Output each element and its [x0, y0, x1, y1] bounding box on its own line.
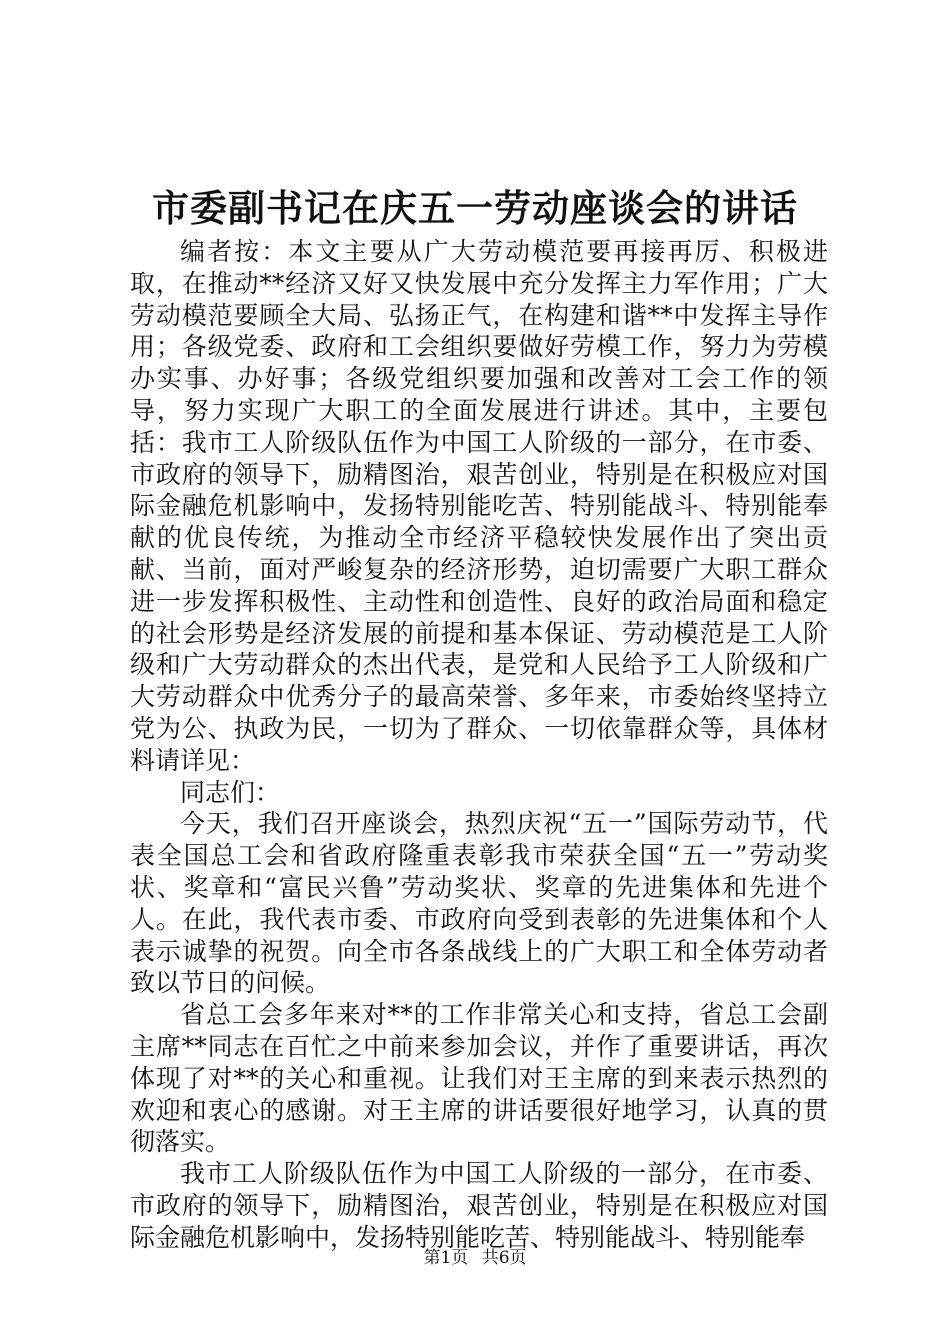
document-body [130, 236, 828, 1254]
body-paragraph: 我市工人阶级队伍作为中国工人阶级的一部分，在市委、市政府的领导下，励精图治，艰苦创业，特别是在积极应对国际金融危机影响中，发扬特别能吃苦、特别能战斗、特别能奉 [130, 1159, 828, 1252]
page-total: 共6页 [481, 1248, 527, 1268]
editor-note-paragraph: 编者按：本文主要从广大劳动模范要再接再厉、积极进取，在推动**经济又好又快发展中充分发挥主力军作用；广大劳动模范要顾全大局、弘扬正气，在构建和谐**中发挥主导作用；各级党委、政府和工会组织要做好劳模工作，努力为劳模办实事、办好事；各级党组织要加强和改善对工会工作的领导，努力实现广大职工的全面发展进行讲述。其中，主要包括：我市工人阶级队伍作为中国工人阶级的一部分，在市委、市政府的领导下，励精图治，艰苦创业，特别是在积极应对国际金融危机影响中，发扬特别能吃苦、特别能战斗、特别能奉献的优良传统，为推动全市经济平稳较快发展作出了突出贡献、当前，面对严峻复杂的经济形势，迫切需要广大职工群众进一步发挥积极性、主动性和创造性、良好的政治局面和稳定的社会形势是经济发展的前提和基本保证、劳动模范是工人阶级和广大劳动群众的杰出代表，是党和人民给予工人阶级和广大劳动群众中优秀分子的最高荣誉、多年来，市委始终坚持立党为公、执政为民，一切为了群众、一切依靠群众等，具体材料请详见： [130, 237, 828, 775]
body-paragraph: 今天，我们召开座谈会，热烈庆祝“五一”国际劳动节，代表全国总工会和省政府隆重表彰我市荣获全国“五一”劳动奖状、奖章和“富民兴鲁”劳动奖状、奖章的先进集体和先进个人。在此，我代表市委、市政府向受到表彰的先进集体和个人表示诚挚的祝贺。向全市各条战线上的广大职工和全体劳动者致以节日的问候。 [130, 809, 828, 998]
page-number: 第1页 [423, 1248, 469, 1268]
body-paragraph: 省总工会多年来对**的工作非常关心和支持，省总工会副主席**同志在百忙之中前来参加会议，并作了重要讲话，再次体现了对**的关心和重视。让我们对王主席的到来表示热烈的欢迎和衷心的感谢。对王主席的讲话要很好地学习，认真的贯彻落实。 [130, 1000, 828, 1157]
salutation-paragraph: 同志们： [180, 777, 281, 807]
page-footer [0, 1243, 950, 1268]
document-title: 市委副书记在庆五一劳动座谈会的讲话 [152, 186, 798, 230]
